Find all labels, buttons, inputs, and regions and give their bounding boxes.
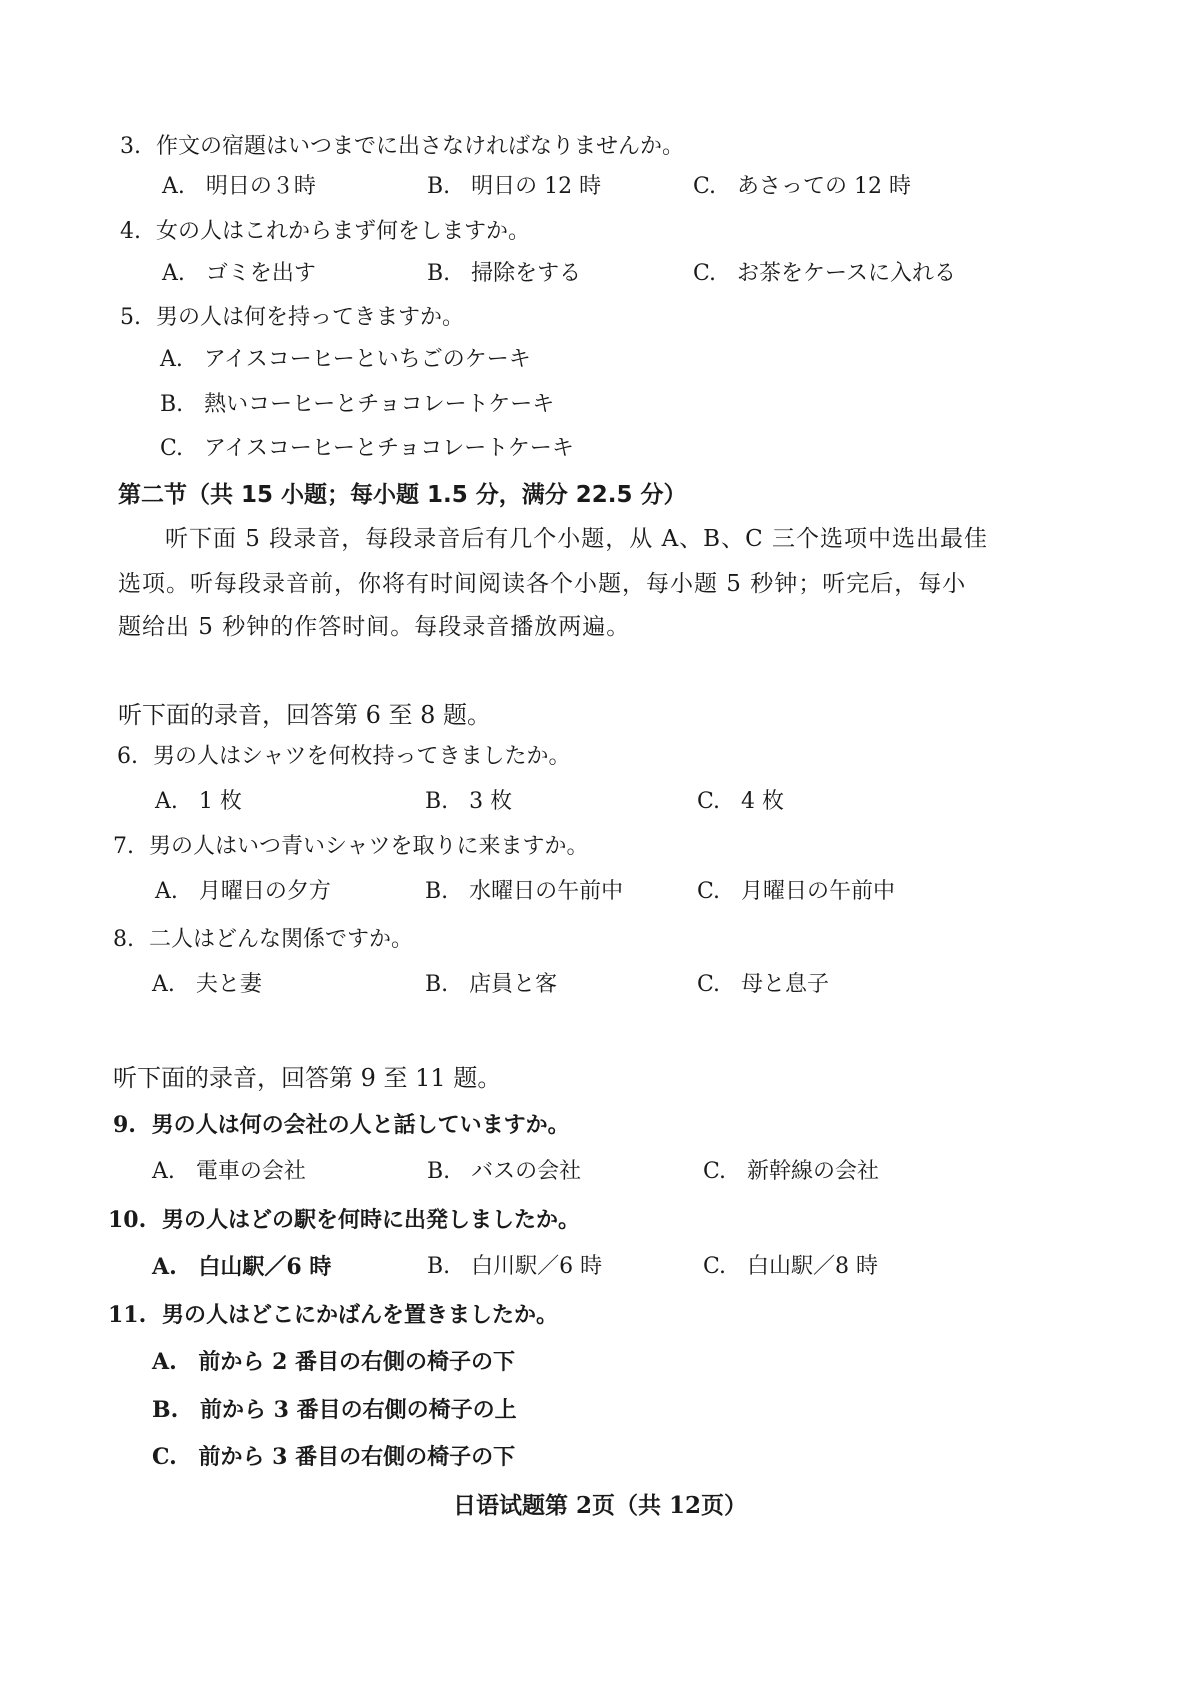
option-label: B. <box>160 392 184 417</box>
option-label: C. <box>152 1444 177 1470</box>
option-text: 掃除をする <box>471 261 582 286</box>
group-heading-6-8: 听下面的录音，回答第 6 至 8 题。 <box>118 701 492 729</box>
instruction-line-1: 听下面 5 段录音，每段录音后有几个小题，从 A、B、C 三个选项中选出最佳 <box>165 526 988 552</box>
option-label: C. <box>697 789 721 814</box>
option-c <box>693 172 911 202</box>
option-text: アイスコーヒーとチョコレートケーキ <box>204 436 574 461</box>
option-a <box>160 345 531 375</box>
option-a <box>152 1252 331 1282</box>
question-3 <box>120 132 684 162</box>
option-label: C. <box>160 436 184 461</box>
option-text: 3 枚 <box>469 789 513 814</box>
option-label: B. <box>427 1254 451 1279</box>
option-b <box>160 390 554 420</box>
option-text: 1 枚 <box>198 789 242 814</box>
option-text: 月曜日の午前中 <box>741 879 896 904</box>
option-label: B. <box>427 174 451 199</box>
page-footer: 日语试题第 2页（共 12页） <box>452 1492 748 1519</box>
question-8 <box>113 925 413 955</box>
instruction-line-3: 题给出 5 秒钟的作答时间。每段录音播放两遍。 <box>118 614 631 640</box>
option-a <box>152 1157 306 1187</box>
question-4 <box>120 217 530 247</box>
option-text: 月曜日の夕方 <box>198 879 331 904</box>
option-text: アイスコーヒーといちごのケーキ <box>203 347 531 372</box>
option-label: A. <box>162 261 185 286</box>
option-b <box>427 1252 602 1282</box>
option-text: 熱いコーヒーとチョコレートケーキ <box>204 392 555 417</box>
option-text: 白山駅／8 時 <box>747 1254 879 1279</box>
option-c <box>697 877 895 907</box>
question-number: 11. <box>108 1302 147 1328</box>
option-label: C. <box>693 174 717 199</box>
option-text: 白川駅／6 時 <box>471 1254 603 1279</box>
question-number: 10. <box>108 1207 147 1233</box>
option-label: A. <box>152 1254 177 1280</box>
option-label: A. <box>152 972 175 997</box>
option-text: ゴミを出す <box>205 261 316 286</box>
option-a <box>162 172 316 202</box>
question-number: 5. <box>120 305 141 330</box>
question-text: 男の人はどの駅を何時に出発しましたか。 <box>161 1207 580 1233</box>
question-number: 8. <box>113 927 134 952</box>
option-label: B. <box>425 879 449 904</box>
group-heading-9-11: 听下面的录音，回答第 9 至 11 题。 <box>113 1064 502 1092</box>
option-c <box>160 434 574 464</box>
option-label: C. <box>697 972 721 997</box>
option-text: 店員と客 <box>469 972 558 997</box>
question-6 <box>117 742 571 772</box>
option-text: 4 枚 <box>741 789 785 814</box>
option-text: 白山駅／6 時 <box>198 1254 332 1280</box>
option-b <box>425 787 512 817</box>
question-text: 女の人はこれからまず何をしますか。 <box>156 219 531 244</box>
instruction-line-2: 选项。听每段录音前，你将有时间阅读各个小题，每小题 5 秒钟；听完后，每小 <box>118 571 967 597</box>
question-5 <box>120 303 464 333</box>
question-text: 男の人は何を持ってきますか。 <box>156 305 465 330</box>
option-a <box>155 877 331 907</box>
question-number: 3. <box>120 134 141 159</box>
option-text: 前から 3 番目の右側の椅子の上 <box>199 1397 517 1423</box>
option-text: バスの会社 <box>471 1159 582 1184</box>
option-label: A. <box>152 1349 177 1375</box>
option-a <box>152 1347 515 1377</box>
option-c <box>697 970 829 1000</box>
option-b <box>427 259 581 289</box>
option-label: A. <box>160 347 183 372</box>
option-c <box>703 1252 878 1282</box>
option-text: 明日の 12 時 <box>471 174 602 199</box>
option-text: 新幹線の会社 <box>747 1159 880 1184</box>
option-c <box>703 1157 879 1187</box>
option-b <box>152 1395 517 1425</box>
option-label: C. <box>703 1254 727 1279</box>
option-label: B. <box>425 972 449 997</box>
option-b <box>427 172 601 202</box>
option-c <box>697 787 784 817</box>
option-text: 明日の３時 <box>205 174 316 199</box>
question-number: 9. <box>113 1112 136 1138</box>
option-b <box>427 1157 581 1187</box>
option-a <box>152 970 262 1000</box>
question-text: 男の人は何の会社の人と話していますか。 <box>151 1112 570 1138</box>
option-label: C. <box>703 1159 727 1184</box>
question-11 <box>108 1300 558 1330</box>
question-10 <box>108 1205 580 1235</box>
question-text: 男の人はどこにかばんを置きましたか。 <box>161 1302 558 1328</box>
option-a <box>162 259 316 289</box>
section-heading: 第二节（共 15 小题；每小题 1.5 分，满分 22.5 分） <box>118 482 687 508</box>
question-9 <box>113 1110 570 1140</box>
question-text: 作文の宿題はいつまでに出さなければなりませんか。 <box>156 134 685 159</box>
question-number: 6. <box>117 744 138 769</box>
option-b <box>425 877 623 907</box>
option-label: B. <box>425 789 449 814</box>
question-text: 二人はどんな関係ですか。 <box>149 927 414 952</box>
question-text: 男の人はシャツを何枚持ってきましたか。 <box>153 744 571 769</box>
option-c <box>693 259 956 289</box>
option-label: B. <box>152 1397 179 1423</box>
option-text: お茶をケースに入れる <box>737 261 956 286</box>
option-label: C. <box>697 879 721 904</box>
option-label: A. <box>155 789 178 814</box>
option-text: 電車の会社 <box>195 1159 306 1184</box>
option-label: B. <box>427 261 451 286</box>
question-text: 男の人はいつ青いシャツを取りに来ますか。 <box>149 834 589 859</box>
option-text: あさっての 12 時 <box>737 174 912 199</box>
option-label: A. <box>155 879 178 904</box>
question-number: 7. <box>113 834 134 859</box>
option-b <box>425 970 557 1000</box>
option-text: 前から 3 番目の右側の椅子の下 <box>198 1444 516 1470</box>
option-text: 前から 2 番目の右側の椅子の下 <box>198 1349 516 1375</box>
option-text: 母と息子 <box>741 972 830 997</box>
question-7 <box>113 832 589 862</box>
option-label: A. <box>162 174 185 199</box>
question-number: 4. <box>120 219 141 244</box>
option-label: B. <box>427 1159 451 1184</box>
option-a <box>155 787 242 817</box>
option-c <box>152 1442 515 1472</box>
option-label: C. <box>693 261 717 286</box>
option-text: 夫と妻 <box>195 972 262 997</box>
option-text: 水曜日の午前中 <box>469 879 624 904</box>
option-label: A. <box>152 1159 175 1184</box>
